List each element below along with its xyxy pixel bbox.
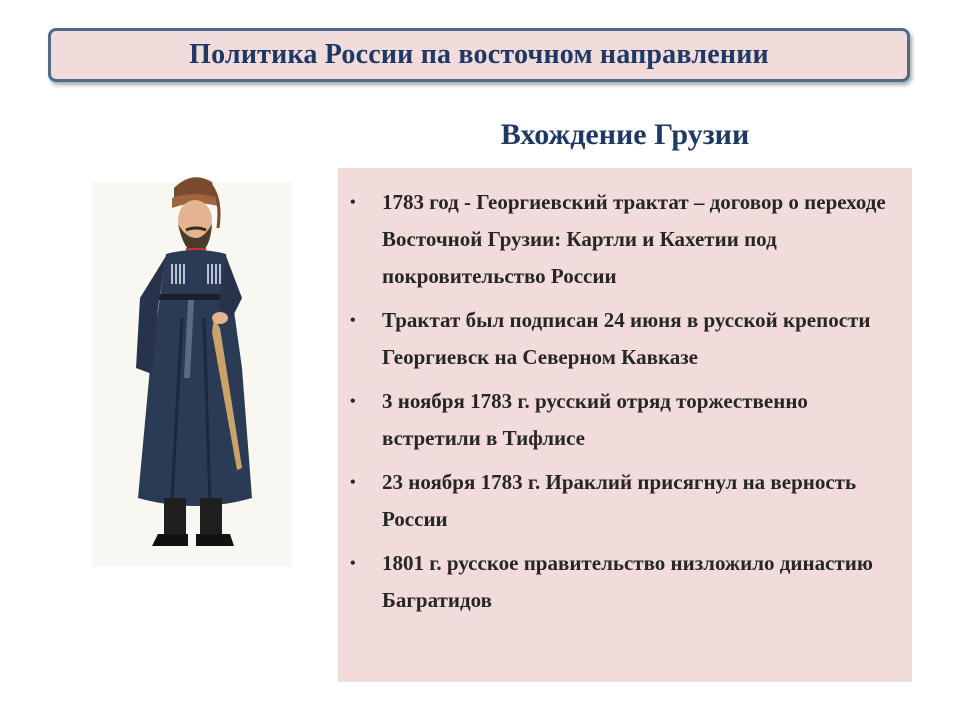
list-item-text: 1783 год - Георгиевский трактат – договор о переходе Восточной Грузии: Картли и Кахетии под покровительство России bbox=[382, 190, 886, 288]
bullet-icon: • bbox=[350, 393, 356, 410]
title-banner bbox=[48, 28, 910, 82]
list-item-text: 1801 г. русское правительство низложило династию Багратидов bbox=[382, 551, 873, 612]
list-item bbox=[350, 302, 896, 376]
bullet-icon: • bbox=[350, 194, 356, 211]
list-item bbox=[350, 383, 896, 457]
bullet-icon: • bbox=[350, 312, 356, 329]
slide-title: Политика России па восточном направлении bbox=[189, 39, 769, 70]
list-item bbox=[350, 545, 896, 619]
georgian-man-illustration bbox=[92, 168, 292, 568]
list-item-text: 23 ноября 1783 г. Ираклий присягнул на верность России bbox=[382, 470, 857, 531]
list-item-text: Трактат был подписан 24 июня в русской крепости Георгиевск на Северном Кавказе bbox=[382, 308, 871, 369]
list-item-text: 3 ноября 1783 г. русский отряд торжественно встретили в Тифлисе bbox=[382, 389, 808, 450]
content-panel bbox=[338, 168, 912, 682]
list-item bbox=[350, 464, 896, 538]
bullet-icon: • bbox=[350, 474, 356, 491]
bullet-icon: • bbox=[350, 555, 356, 572]
bullet-list bbox=[338, 168, 912, 619]
list-item bbox=[350, 184, 896, 295]
section-subtitle: Вхождение Грузии bbox=[500, 118, 750, 151]
